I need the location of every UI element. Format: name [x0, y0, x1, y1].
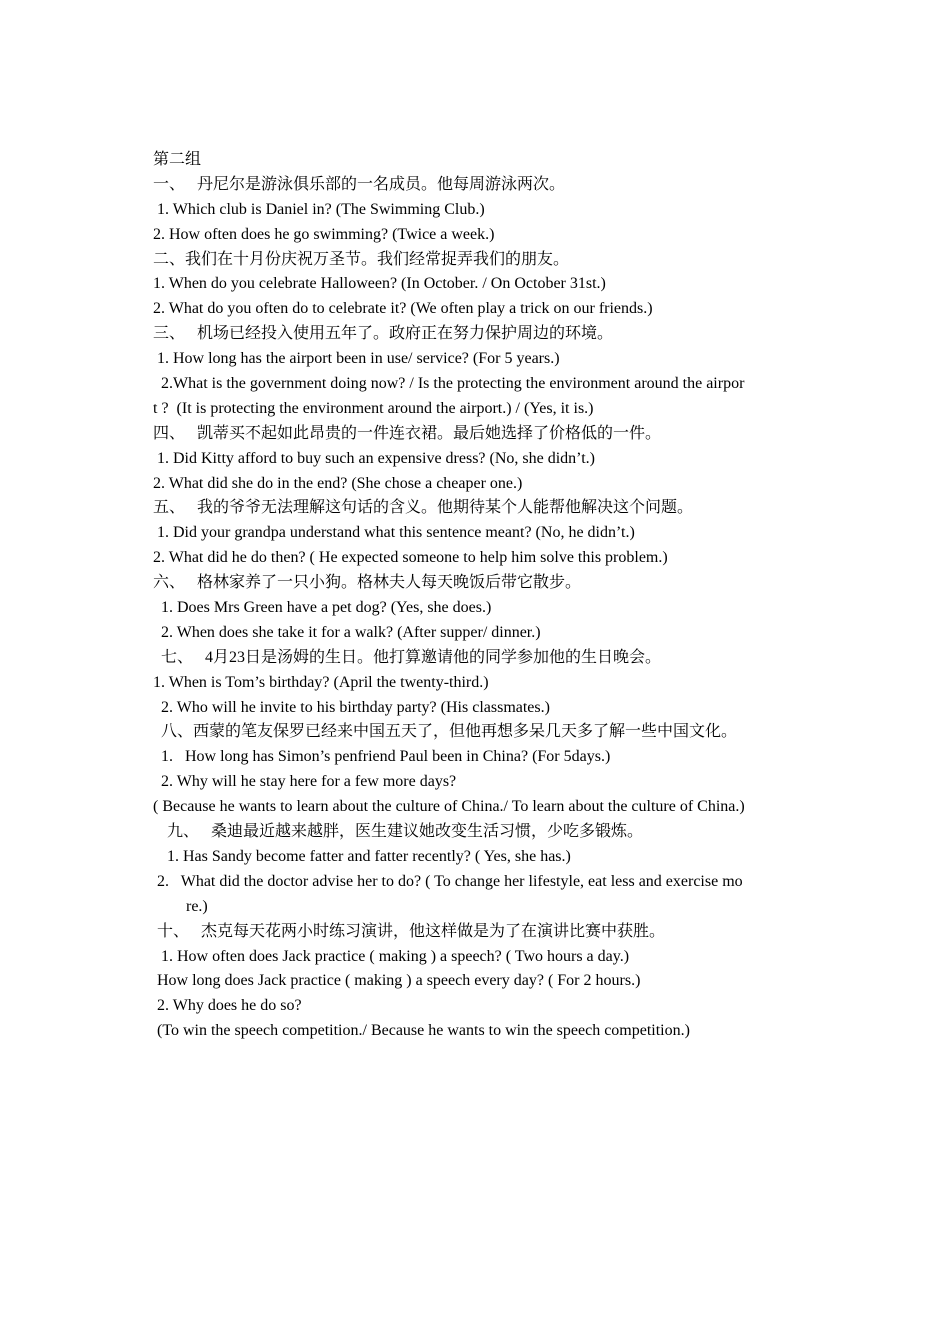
- document-line: 三、 机场已经投入使用五年了。政府正在努力保护周边的环境。: [153, 325, 614, 343]
- document-line: 1. How often does Jack practice ( making ) a speech? ( Two hours a day.): [161, 947, 630, 965]
- document-line: 2. What do you often do to celebrate it? (We often play a trick on our friends.): [153, 300, 653, 318]
- document-line: 2. How often does he go swimming? (Twice a week.): [153, 225, 495, 243]
- document-line: ( Because he wants to learn about the culture of China./ To learn about the culture of China.): [153, 798, 745, 816]
- document-line: (To win the speech competition./ Because he wants to win the speech competition.): [157, 1022, 690, 1040]
- document-line: 2. What did she do in the end? (She chose a cheaper one.): [153, 474, 523, 492]
- document-body: [153, 148, 813, 1044]
- document-line: 1. How long has Simon’s penfriend Paul been in China? (For 5days.): [161, 748, 611, 766]
- document-line: 2. What did he do then? ( He expected someone to help him solve this problem.): [153, 549, 668, 567]
- document-line: 1. When do you celebrate Halloween? (In October. / On October 31st.): [153, 275, 606, 293]
- document-line: t ? (It is protecting the environment around the airport.) / (Yes, it is.): [153, 399, 594, 417]
- document-line: 六、 格林家养了一只小狗。格林夫人每天晚饭后带它散步。: [153, 574, 582, 592]
- document-line: 四、 凯蒂买不起如此昂贵的一件连衣裙。最后她选择了价格低的一件。: [153, 424, 662, 442]
- document-line: 1. Did Kitty afford to buy such an expensive dress? (No, she didn’t.): [157, 449, 595, 467]
- document-line: 1. How long has the airport been in use/ service? (For 5 years.): [157, 350, 560, 368]
- document-line: 2.What is the government doing now? / Is the protecting the environment around the airpor: [161, 375, 745, 393]
- document-line: How long does Jack practice ( making ) a speech every day? ( For 2 hours.): [157, 972, 641, 990]
- document-line: 一、 丹尼尔是游泳俱乐部的一名成员。他每周游泳两次。: [153, 175, 566, 193]
- document-line: 七、 4月23日是汤姆的生日。他打算邀请他的同学参加他的生日晚会。: [161, 648, 662, 666]
- document-line: 五、 我的爷爷无法理解这句话的含义。他期待某个人能帮他解决这个问题。: [153, 499, 694, 517]
- document-line: 1. Has Sandy become fatter and fatter recently? ( Yes, she has.): [167, 847, 571, 865]
- document-line: 十、 杰克每天花两小时练习演讲，他这样做是为了在演讲比赛中获胜。: [157, 922, 666, 940]
- document-line: re.): [186, 897, 208, 915]
- document-line: 2. When does she take it for a walk? (After supper/ dinner.): [161, 623, 541, 641]
- document-line: 1. Did your grandpa understand what this sentence meant? (No, he didn’t.): [157, 524, 635, 542]
- document-line: 2. What did the doctor advise her to do? ( To change her lifestyle, eat less and exercise mo: [157, 872, 743, 890]
- document-line: 二、我们在十月份庆祝万圣节。我们经常捉弄我们的朋友。: [153, 250, 570, 268]
- document-line: 八、西蒙的笔友保罗已经来中国五天了，但他再想多呆几天多了解一些中国文化。: [161, 723, 738, 741]
- document-line: 1. When is Tom’s birthday? (April the twenty-third.): [153, 673, 489, 691]
- document-line: 1. Does Mrs Green have a pet dog? (Yes, she does.): [161, 599, 492, 617]
- document-line: 九、 桑迪最近越来越胖，医生建议她改变生活习惯，少吃多锻炼。: [167, 823, 644, 841]
- document-line: 2. Why will he stay here for a few more days?: [161, 773, 457, 791]
- document-line: 1. Which club is Daniel in? (The Swimming Club.): [157, 200, 485, 218]
- document-line: 2. Why does he do so?: [157, 997, 302, 1015]
- document-line: 2. Who will he invite to his birthday party? (His classmates.): [161, 698, 550, 716]
- document-title: 第二组: [153, 151, 202, 168]
